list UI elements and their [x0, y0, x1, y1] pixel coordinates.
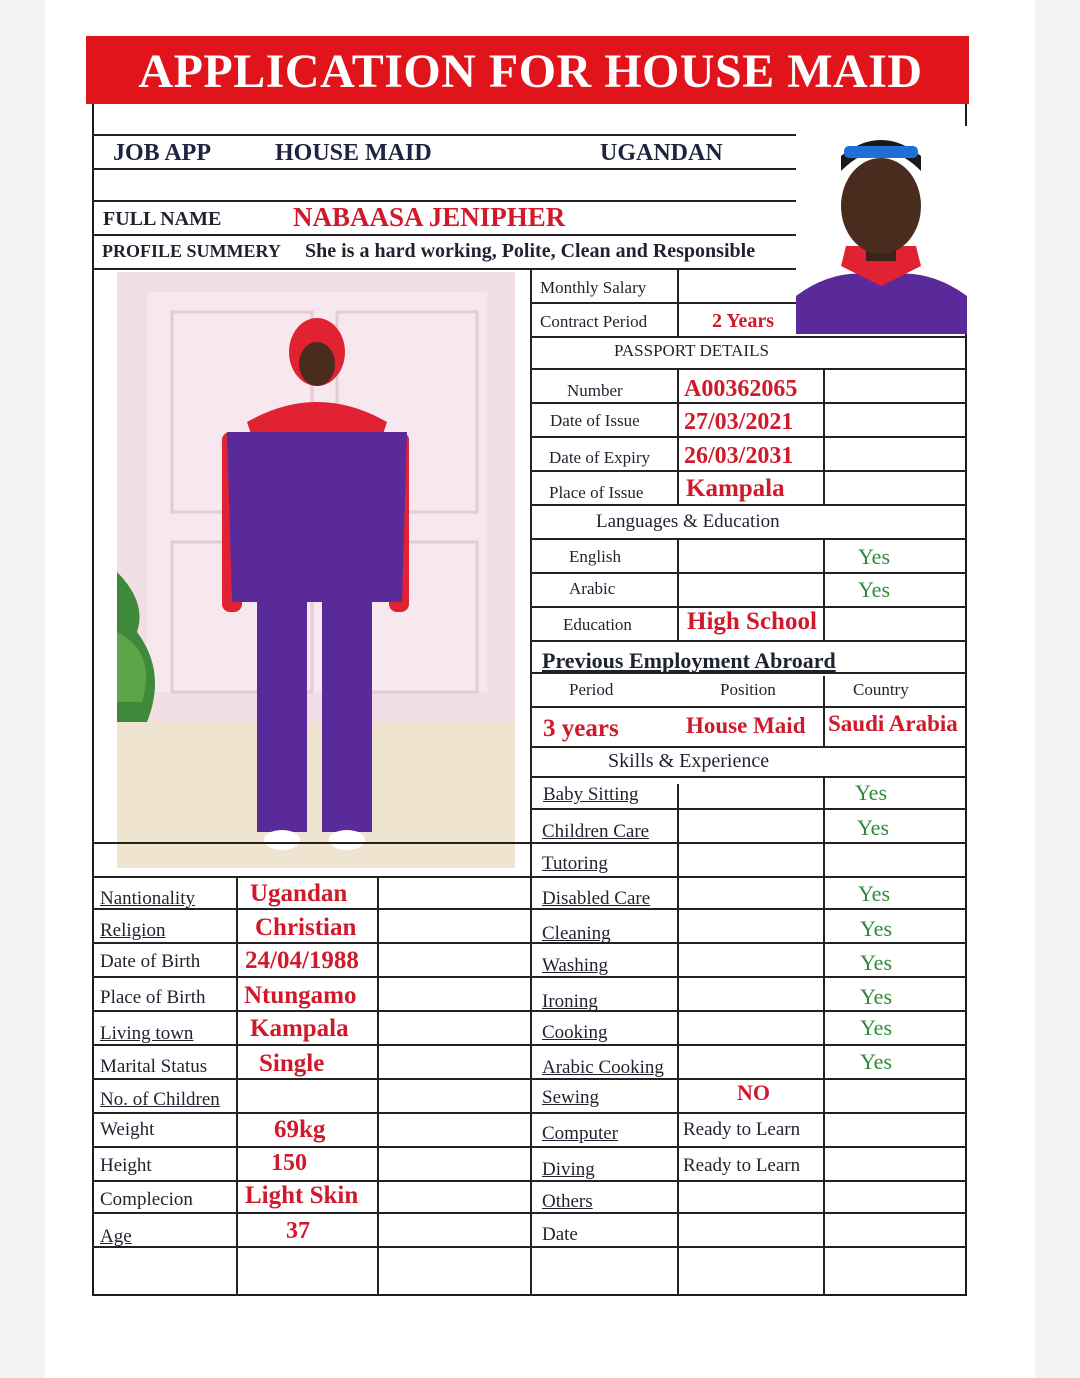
skill-mid-value: NO — [737, 1080, 770, 1105]
issue-place: Kampala — [686, 475, 785, 502]
personal-value: 37 — [286, 1218, 310, 1244]
issue-place-label: Place of Issue — [549, 483, 644, 502]
rule — [92, 234, 796, 236]
issue-date: 27/03/2021 — [684, 409, 794, 435]
personal-label: Height — [100, 1155, 152, 1176]
rule — [530, 302, 796, 304]
skill-label: Date — [542, 1224, 578, 1245]
contract-period-label: Contract Period — [540, 312, 648, 331]
english-label: English — [569, 547, 621, 566]
rule — [92, 976, 967, 978]
job-title: HOUSE MAID — [275, 140, 432, 166]
skill-label: Children Care — [542, 821, 650, 842]
skill-value: Yes — [860, 984, 893, 1009]
rule — [236, 876, 238, 1296]
employment-title: Previous Employment Abroard — [542, 648, 836, 673]
skill-label: Computer — [542, 1123, 618, 1144]
rule — [92, 1246, 967, 1248]
personal-label: No. of Children — [100, 1089, 220, 1110]
full-name-value: NABAASA JENIPHER — [293, 202, 566, 232]
personal-label: Weight — [100, 1119, 155, 1140]
skill-label: Baby Sitting — [543, 784, 639, 805]
skills-title: Skills & Experience — [608, 750, 770, 772]
skill-label: Others — [542, 1191, 593, 1212]
rule — [92, 876, 967, 878]
rule — [530, 706, 967, 708]
skill-value: Yes — [860, 1049, 893, 1074]
personal-value: Ntungamo — [244, 982, 357, 1009]
skill-label: Washing — [542, 955, 609, 976]
rule — [92, 1078, 967, 1080]
personal-value: 24/04/1988 — [245, 947, 359, 974]
languages-title: Languages & Education — [596, 511, 780, 532]
full-body-photo — [117, 272, 515, 868]
skill-value: Yes — [857, 815, 890, 840]
full-name-label: FULL NAME — [103, 208, 222, 230]
rule — [823, 676, 825, 746]
rule — [530, 808, 967, 810]
personal-label: Place of Birth — [100, 987, 206, 1008]
passport-title: PASSPORT DETAILS — [614, 341, 769, 360]
employment-country: Saudi Arabia — [828, 711, 958, 736]
passport-number: A00362065 — [684, 376, 798, 402]
header-nationality: UGANDAN — [600, 140, 723, 166]
rule — [92, 1180, 967, 1182]
personal-value: Single — [259, 1050, 325, 1077]
position-header: Position — [720, 680, 776, 699]
skill-label: Ironing — [542, 991, 598, 1012]
expiry-date: 26/03/2031 — [684, 443, 794, 469]
personal-value: 69kg — [274, 1116, 326, 1143]
skill-mid-value: Ready to Learn — [683, 1155, 801, 1176]
education-label: Education — [563, 615, 632, 634]
personal-value: 150 — [271, 1150, 307, 1176]
personal-value: Christian — [255, 914, 357, 941]
personal-label: Religion — [100, 920, 166, 941]
portrait-photo — [796, 126, 967, 334]
issue-date-label: Date of Issue — [550, 411, 640, 430]
rule — [530, 746, 967, 748]
rule — [677, 538, 679, 640]
rule — [92, 1146, 967, 1148]
skill-value: Yes — [860, 1015, 893, 1040]
personal-value: Light Skin — [245, 1182, 359, 1209]
skill-label: Cleaning — [542, 923, 611, 944]
rule — [823, 776, 825, 1296]
profile-value: She is a hard working, Polite, Clean and Responsible — [305, 240, 756, 262]
rule — [92, 268, 796, 270]
rule — [530, 336, 967, 338]
rule — [530, 776, 967, 778]
rule — [92, 1044, 967, 1046]
rule — [530, 268, 532, 1296]
rule — [92, 942, 967, 944]
skill-label: Diving — [542, 1159, 595, 1180]
english-value: Yes — [858, 544, 891, 569]
rule — [92, 168, 796, 170]
country-header: Country — [853, 680, 909, 699]
rule — [823, 538, 825, 640]
arabic-value: Yes — [858, 577, 891, 602]
skill-value: Yes — [860, 950, 893, 975]
rule — [530, 504, 967, 506]
job-app-label: JOB APP — [113, 140, 212, 166]
personal-value: Ugandan — [250, 880, 348, 907]
profile-label: PROFILE SUMMERY — [102, 241, 281, 261]
rule — [92, 1212, 967, 1214]
rule — [377, 876, 379, 1296]
personal-label: Nantionality — [100, 888, 195, 909]
personal-label: Living town — [100, 1023, 194, 1044]
skill-label: Arabic Cooking — [542, 1057, 664, 1078]
personal-label: Marital Status — [100, 1056, 208, 1077]
rule — [530, 470, 967, 472]
period-header: Period — [569, 680, 614, 699]
employment-period: 3 years — [543, 715, 619, 742]
skill-value: Yes — [860, 916, 893, 941]
personal-label: Date of Birth — [100, 951, 201, 972]
employment-position: House Maid — [686, 713, 806, 738]
skill-label: Tutoring — [542, 853, 608, 874]
rule — [92, 1010, 967, 1012]
skill-label: Disabled Care — [542, 888, 651, 909]
rule — [92, 134, 796, 136]
skill-mid-value: Ready to Learn — [683, 1119, 801, 1140]
salary-label: Monthly Salary — [540, 278, 647, 297]
personal-value: Kampala — [250, 1015, 349, 1042]
arabic-label: Arabic — [569, 579, 616, 598]
rule — [530, 436, 967, 438]
expiry-date-label: Date of Expiry — [549, 448, 651, 467]
rule — [92, 1112, 967, 1114]
rule — [92, 908, 967, 910]
education-value: High School — [687, 608, 817, 635]
rule — [92, 842, 967, 844]
rule — [530, 402, 967, 404]
skill-label: Cooking — [542, 1022, 608, 1043]
rule — [677, 784, 679, 1296]
personal-label: Complecion — [100, 1189, 193, 1210]
rule — [530, 640, 967, 642]
skill-label: Sewing — [542, 1087, 599, 1108]
skill-value: Yes — [858, 881, 891, 906]
rule — [530, 368, 967, 370]
passport-number-label: Number — [567, 381, 623, 400]
rule — [530, 572, 967, 574]
page-title: APPLICATION FOR HOUSE MAID — [138, 45, 923, 98]
rule — [530, 538, 967, 540]
contract-period-value: 2 Years — [712, 310, 775, 332]
personal-label: Age — [100, 1226, 132, 1247]
skill-value: Yes — [855, 780, 888, 805]
